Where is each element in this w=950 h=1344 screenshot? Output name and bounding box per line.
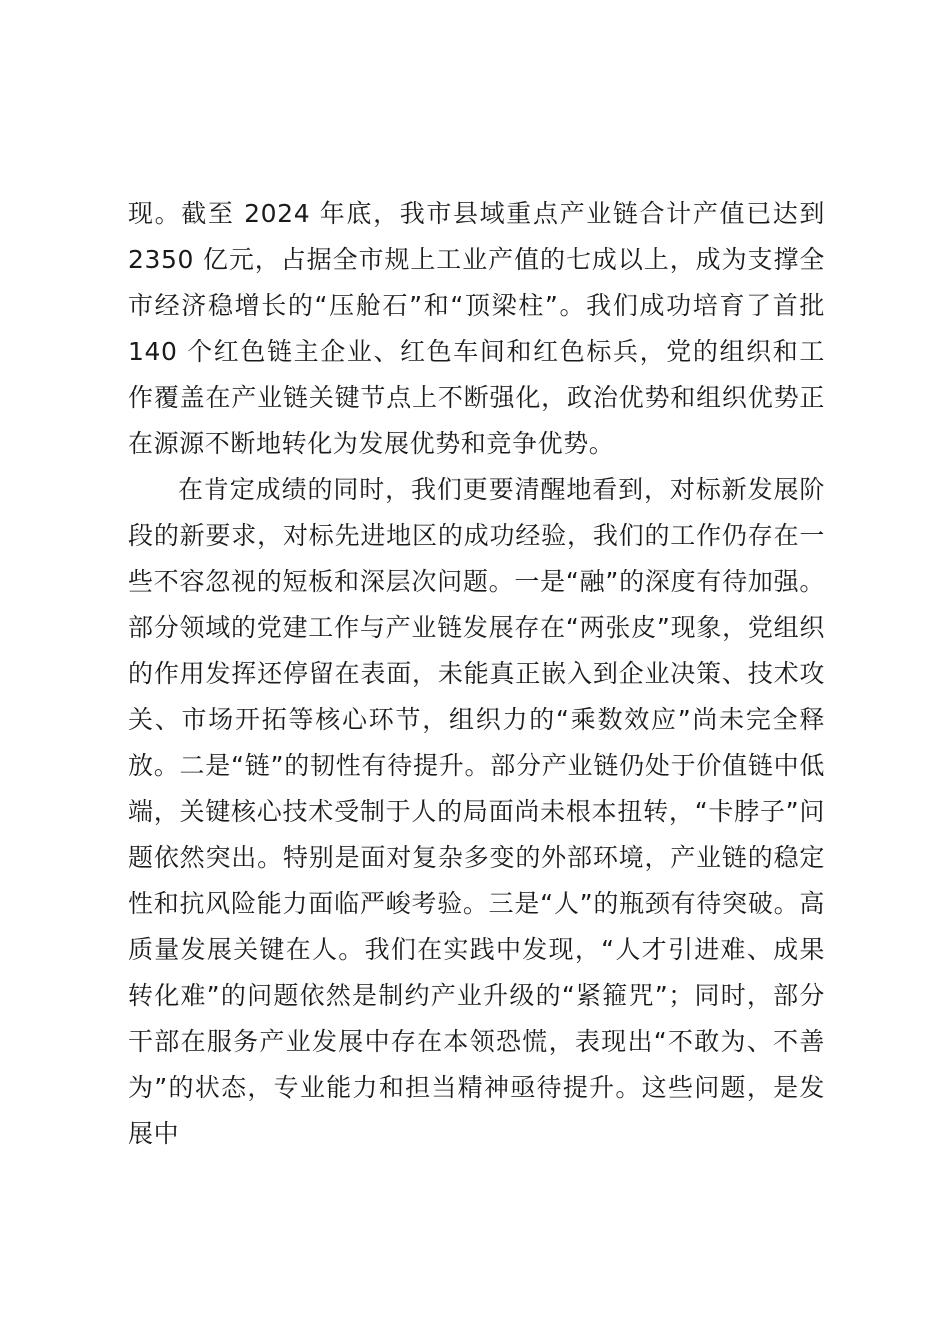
paragraph-achievements: 现。截至 2024 年底，我市县域重点产业链合计产值已达到 2350 亿元，占据全市规上工业产值的七成以上，成为支撑全市经济稳增长的“压舱石”和“顶梁柱”。我们成功培育了首批 140 个红色链主企业、红色车间和红色标兵，党的组织和工作覆盖在产业链关键节点上不断强化，政治优势和组织优势正在源源不断地转化为发展优势和竞争优势。 bbox=[128, 199, 825, 458]
body-text bbox=[128, 191, 825, 1157]
paragraph-problems: 在肯定成绩的同时，我们更要清醒地看到，对标新发展阶段的新要求，对标先进地区的成功经验，我们的工作仍存在一些不容忽视的短板和深层次问题。一是“融”的深度有待加强。部分领域的党建工作与产业链发展存在“两张皮”现象，党组织的作用发挥还停留在表面，未能真正嵌入到企业决策、技术攻关、市场开拓等核心环节，组织力的“乘数效应”尚未完全释放。二是“链”的韧性有待提升。部分产业链仍处于价值链中低端，关键核心技术受制于人的局面尚未根本扭转，“卡脖子”问题依然突出。特别是面对复杂多变的外部环境，产业链的稳定性和抗风险能力面临严峻考验。三是“人”的瓶颈有待突破。高质量发展关键在人。我们在实践中发现，“人才引进难、成果转化难”的问题依然是制约产业升级的“紧箍咒”；同时，部分干部在服务产业发展中存在本领恐慌，表现出“不敢为、不善为”的状态，专业能力和担当精神亟待提升。这些问题，是发展中 bbox=[128, 475, 825, 1148]
